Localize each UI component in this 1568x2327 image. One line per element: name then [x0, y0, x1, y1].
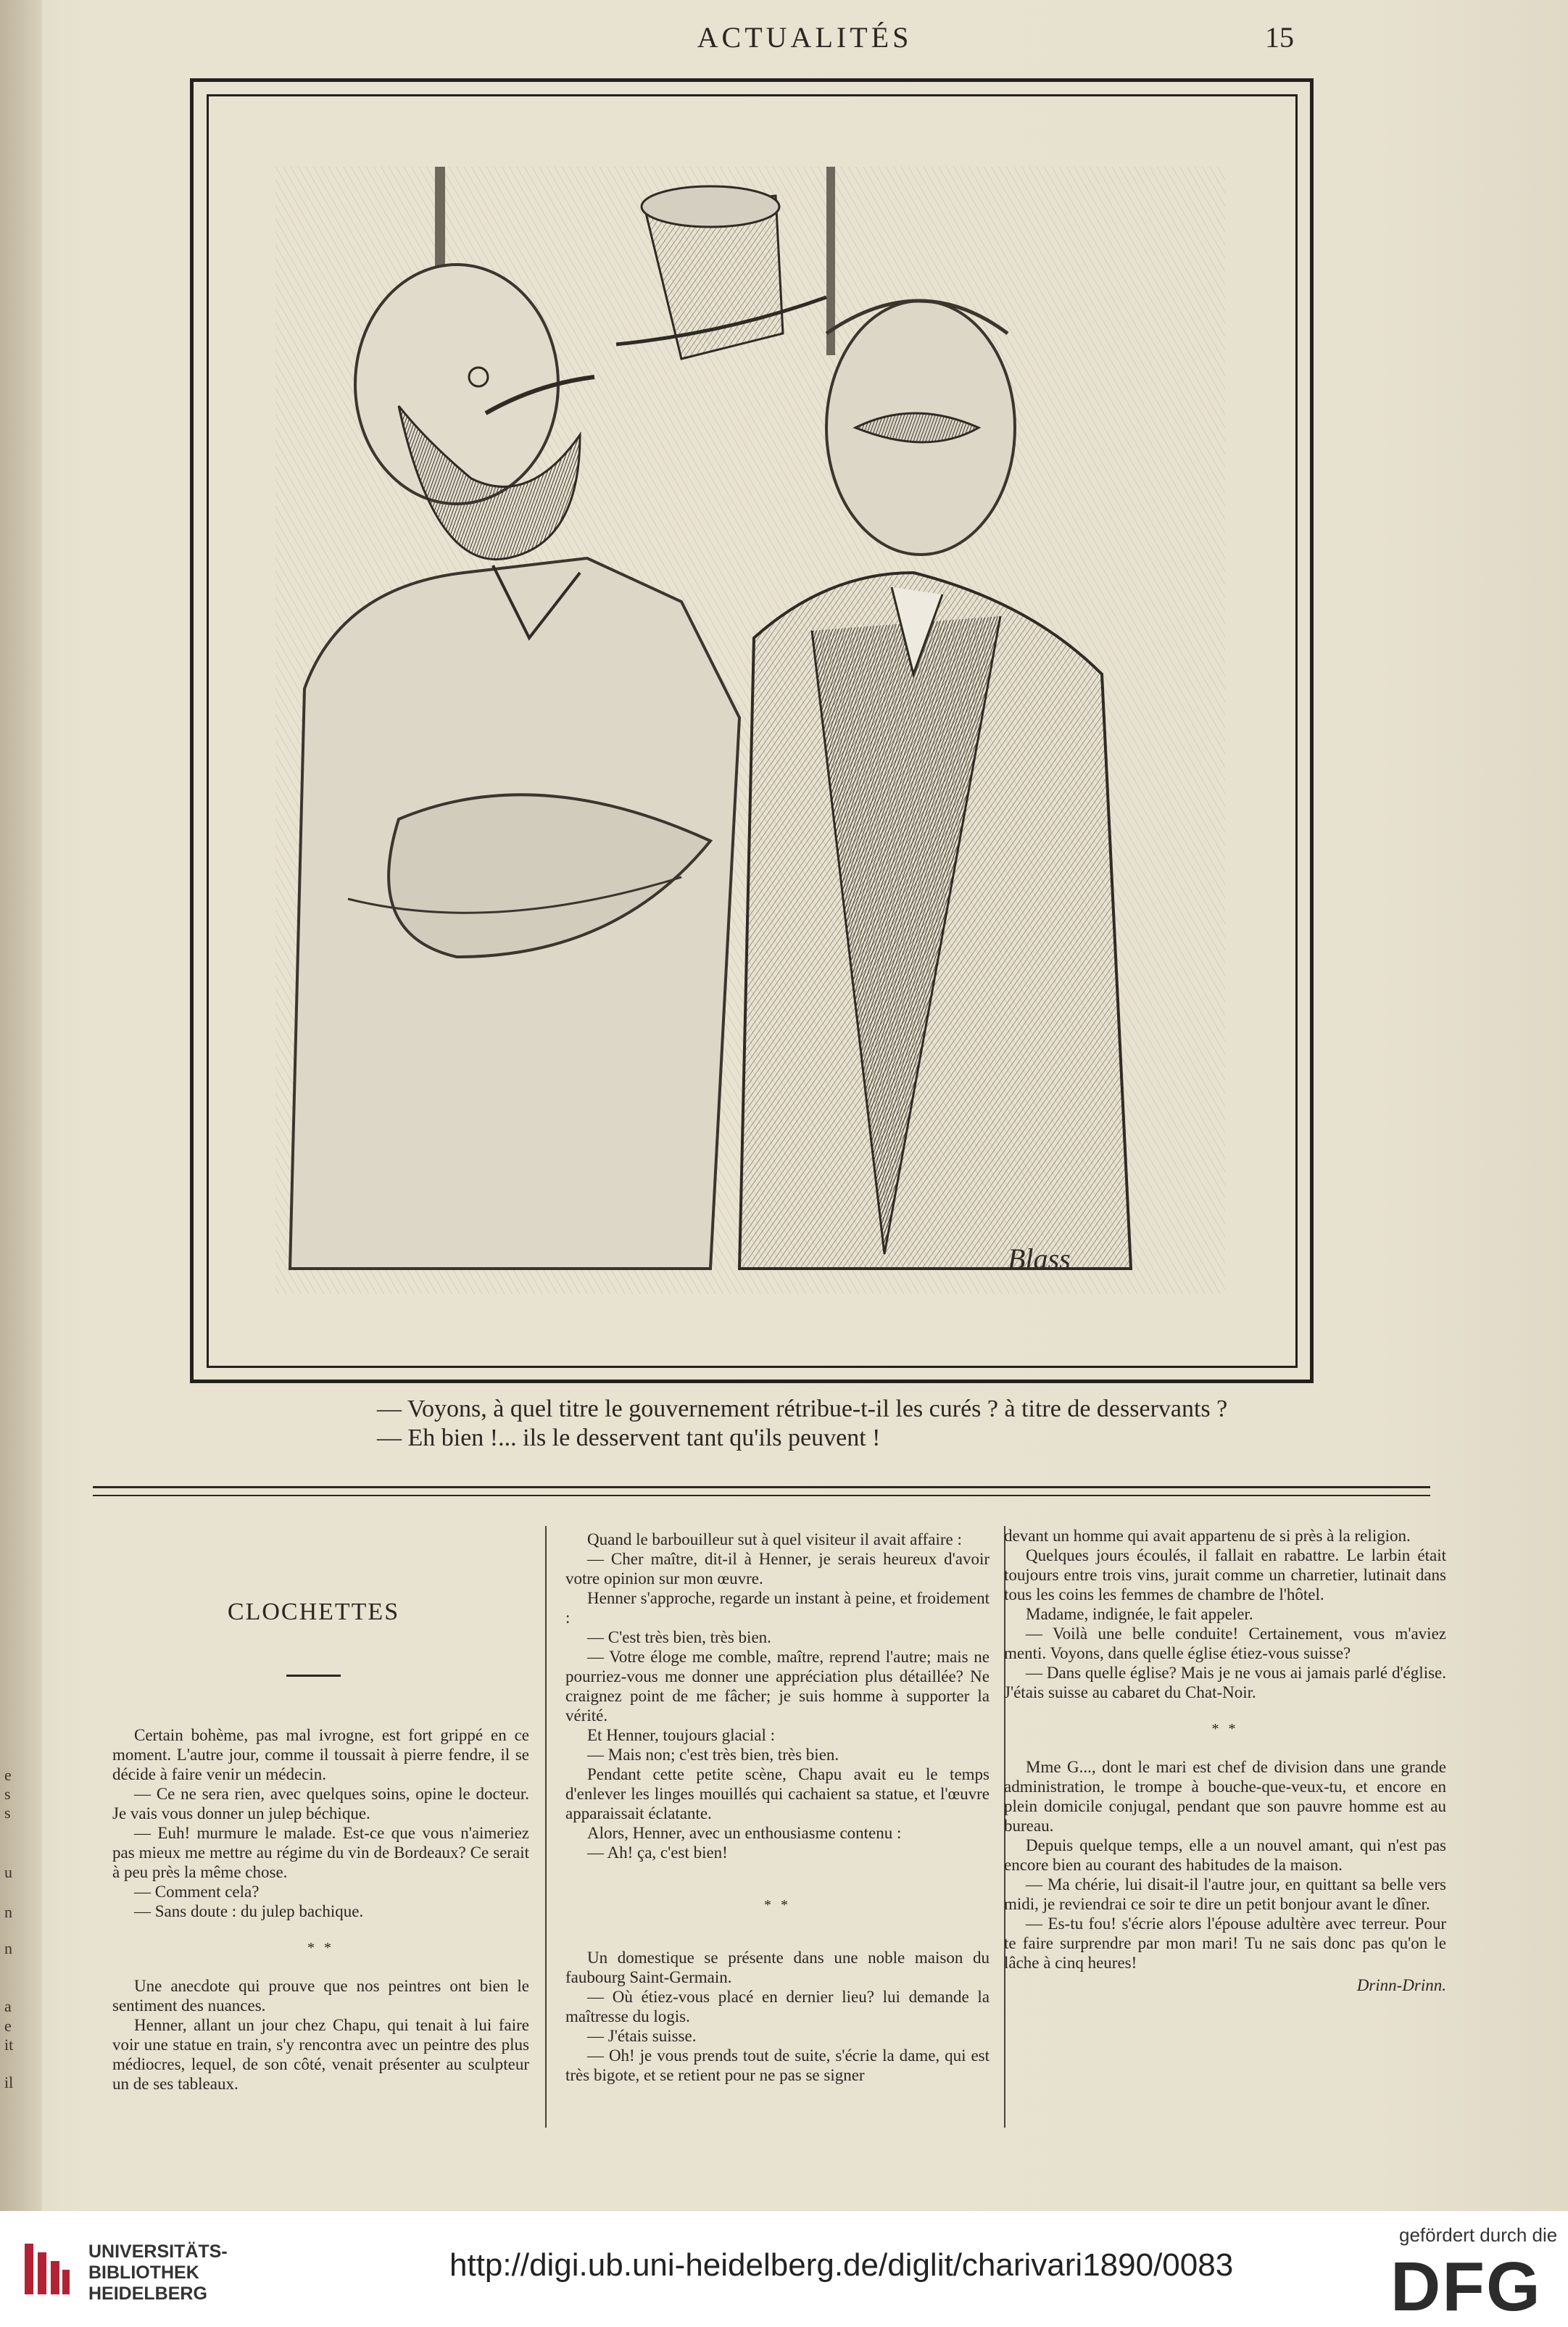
paragraph: Mme G..., dont le mari est chef de division dans une grande administration, le trompe à bouche-que-veux-tu, et encore en plein domicile conjugal, pendant que son pauvre homme est au bureau. — [1004, 1758, 1446, 1835]
paragraph: — Comment cela? — [134, 1883, 260, 1901]
university-library-logo-icon — [20, 2236, 74, 2302]
funded-by-label: gefördert durch die — [1399, 2224, 1558, 2246]
paragraph: Quelques jours écoulés, il fallait en rabattre. Le larbin était toujours entre trois vins, jurait comme un charretier, lutinait dans tous les coins les femmes de chambre de l'hôtel. — [1004, 1546, 1446, 1604]
paragraph: — Es-tu fou! s'écrie alors l'épouse adultère avec terreur. Pour te faire surprendre par mon mari! Tu ne sais donc pas qu'on le lâche à cinq heures! — [1004, 1915, 1446, 1972]
paragraph: Quand le barbouilleur sut à quel visiteur il avait affaire : — [587, 1530, 962, 1548]
paragraph: Pendant cette petite scène, Chapu avait eu le temps d'enlever les linges mouillés qui cachaient sa statue, et l'œuvre apparaissait éclatante. — [565, 1765, 990, 1822]
paragraph: Certain bohème, pas mal ivrogne, est fort grippé en ce moment. L'autre jour, comme il toussait à pierre fendre, il se décide à faire venir un médecin. — [112, 1726, 529, 1783]
bleed-letter: il — [4, 2073, 14, 2091]
paragraph: — Euh! murmure le malade. Est-ce que vous n'aimeriez pas mieux me mettre au régime du vin de Bordeaux? Ce serait à peu près la même chose. — [112, 1824, 529, 1881]
paragraph: — J'étais suisse. — [587, 2027, 697, 2045]
running-head: ACTUALITÉS — [697, 21, 913, 54]
paragraph: — Dans quelle église? Mais je ne vous ai jamais parlé d'église. J'étais suisse au cabaret du Chat-Noir. — [1004, 1664, 1446, 1701]
bleed-letter: it — [4, 2036, 14, 2054]
digitization-footer — [0, 2211, 1568, 2327]
paragraph: — Ma chérie, lui disait-il l'autre jour, en quittant sa belle vers midi, je reviendrai ce soir te dire un petit bonjour avant le dîner. — [1004, 1875, 1446, 1913]
section-stars: * * — [307, 1940, 334, 1956]
paragraph: Un domestique se présente dans une noble maison du faubourg Saint-Germain. — [565, 1949, 990, 1986]
author-signature: Drinn-Drinn. — [1356, 1976, 1446, 1994]
bleed-letter: a — [4, 1997, 12, 2015]
column-2 — [565, 1530, 990, 2085]
permalink-url[interactable]: http://digi.ub.uni-heidelberg.de/diglit/charivari1890/0083 — [449, 2247, 1234, 2283]
paragraph: — Où étiez-vous placé en dernier lieu? lui demande la maîtresse du logis. — [565, 1988, 990, 2025]
column-1 — [112, 1725, 529, 2094]
artist-signature: Blass — [1008, 1243, 1071, 1275]
section-stars: * * — [1211, 1721, 1239, 1737]
adjacent-page-edge — [0, 0, 42, 2211]
paragraph: Depuis quelque temps, elle a un nouvel amant, qui n'est pas encore bien au courant des habitudes de la maison. — [1004, 1836, 1446, 1874]
paragraph: — C'est très bien, très bien. — [587, 1628, 771, 1646]
page-number: 15 — [1265, 21, 1294, 54]
dfg-logo: DFG — [1390, 2248, 1542, 2326]
column-divider — [545, 1526, 547, 2128]
paragraph: — Ce ne sera rien, avec quelques soins, opine le docteur. Je vais vous donner un julep béchique. — [112, 1785, 529, 1822]
section-divider — [93, 1486, 1430, 1488]
section-divider — [93, 1495, 1430, 1496]
bleed-letter: e — [4, 2017, 12, 2035]
paragraph: — Sans doute : du julep bachique. — [134, 1902, 364, 1920]
column-3 — [1004, 1526, 1446, 1995]
paragraph: Madame, indignée, le fait appeler. — [1026, 1605, 1253, 1623]
bleed-letter: u — [4, 1863, 12, 1881]
bleed-letter: n — [4, 1903, 12, 1921]
paragraph: Et Henner, toujours glacial : — [587, 1726, 776, 1744]
paragraph: Henner, allant un jour chez Chapu, qui tenait à lui faire voir une statue en train, s'y rencontra avec un peintre des plus médiocres, lequel, de son côté, venait présenter au sculpteur un de ses tableaux. — [112, 2016, 529, 2093]
paragraph: — Ah! ça, c'est bien! — [587, 1843, 728, 1862]
caption-line-1: — Voyons, à quel titre le gouvernement rétribue-t-il les curés ? à titre de desservants ? — [377, 1395, 1228, 1422]
bleed-letter: s — [4, 1804, 11, 1822]
paragraph: devant un homme qui avait appartenu de si près à la religion. — [1004, 1527, 1411, 1545]
bleed-letter: s — [4, 1785, 11, 1803]
article-title: CLOCHETTES — [227, 1598, 400, 1625]
paragraph: — Voilà une belle conduite! Certainement, vous m'aviez menti. Voyons, dans quelle église étiez-vous suisse? — [1004, 1625, 1446, 1662]
institution-name — [88, 2241, 228, 2305]
paragraph: Henner s'approche, regarde un instant à peine, et froidement : — [565, 1589, 990, 1627]
bleed-letter: e — [4, 1766, 12, 1784]
paragraph: Alors, Henner, avec un enthousiasme contenu : — [587, 1824, 902, 1842]
paragraph: — Votre éloge me comble, maître, reprend l'autre; mais ne pourriez-vous me donner une appréciation plus détaillée? Ne craignez point de me fâcher; je suis homme à supporter la vérité. — [565, 1648, 990, 1725]
paragraph: Une anecdote qui prouve que nos peintres ont bien le sentiment des nuances. — [112, 1977, 529, 2015]
paragraph: — Oh! je vous prends tout de suite, s'écrie la dame, qui est très bigote, et se retient pour ne pas se signer — [565, 2046, 990, 2084]
institution-line: BIBLIOTHEK — [88, 2262, 199, 2283]
institution-line: HEIDELBERG — [88, 2284, 207, 2304]
paragraph: — Mais non; c'est très bien, très bien. — [587, 1746, 839, 1764]
bleed-letter: n — [4, 1939, 12, 1957]
paragraph: — Cher maître, dit-il à Henner, je serais heureux d'avoir votre opinion sur mon œuvre. — [565, 1550, 990, 1588]
institution-line: UNIVERSITÄTS- — [88, 2241, 228, 2262]
title-underline — [286, 1675, 341, 1677]
caption-line-2: — Eh bien !... ils le desservent tant qu'ils peuvent ! — [377, 1424, 881, 1451]
caricature-illustration — [275, 167, 1225, 1294]
section-stars: * * — [764, 1897, 791, 1913]
